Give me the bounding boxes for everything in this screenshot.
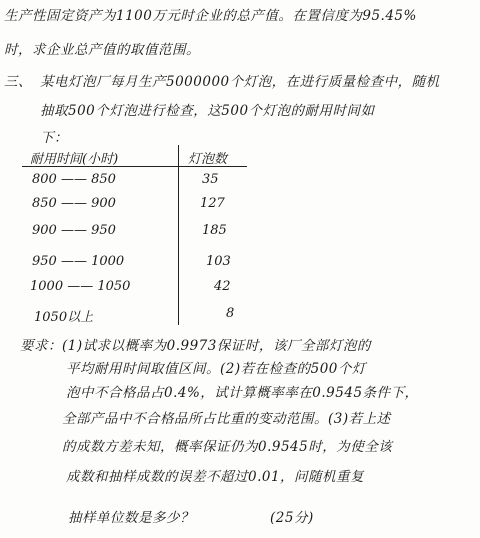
table-header-right: 灯泡数 bbox=[188, 152, 228, 167]
table-row-range: 800 —— 850 bbox=[32, 172, 116, 187]
table-row-count: 185 bbox=[202, 223, 227, 238]
table-row-range: 950 —— 1000 bbox=[32, 254, 125, 269]
requirements-line3: 泡中不合格品占0.4%，试计算概率率在0.9545条件下， bbox=[66, 385, 419, 401]
requirements-line2: 平均耐用时间取值区间。(2)若在检查的500个灯 bbox=[66, 361, 366, 377]
problem3-line2: 抽取500个灯泡进行检查，这500个灯泡的耐用时间如 bbox=[40, 103, 375, 119]
problem3-line3: 下： bbox=[40, 130, 68, 146]
table-header-left: 耐用时间(小时) bbox=[30, 152, 119, 167]
requirements-line4: 全部产品中不合格品所占比重的变动范围。(3)若上述 bbox=[62, 411, 391, 427]
score-label: (25分) bbox=[270, 510, 314, 526]
requirements-line5: 的成数方差未知，概率保证仍为0.9545时，为使全该 bbox=[62, 439, 393, 455]
table-row-count: 35 bbox=[202, 172, 219, 187]
table-row-range: 1050以上 bbox=[34, 310, 94, 325]
problem3-line1: 某电灯泡厂每月生产5000000个灯泡，在进行质量检查中，随机 bbox=[40, 74, 440, 90]
paragraph1-line1: 生产性固定资产为1100万元时企业的总产值。在置信度为95.45% bbox=[4, 8, 417, 24]
table-column-divider bbox=[178, 145, 179, 325]
table-row-range: 900 —— 950 bbox=[32, 223, 116, 238]
requirements-line6: 成数和抽样成数的误差不超过0.01，问随机重复 bbox=[66, 469, 365, 485]
requirements-line7: 抽样单位数是多少？ bbox=[68, 510, 194, 526]
table-row-range: 1000 —— 1050 bbox=[30, 279, 131, 294]
table-row-count: 127 bbox=[200, 196, 225, 211]
table-row-count: 8 bbox=[226, 306, 235, 321]
table-row-range: 850 —— 900 bbox=[32, 196, 116, 211]
table-row-count: 103 bbox=[206, 254, 231, 269]
paragraph1-line2: 时，求企业总产值的取值范围。 bbox=[4, 42, 200, 58]
requirements-line1: 要求：(1)试求以概率为0.9973保证时，该厂全部灯泡的 bbox=[20, 338, 371, 354]
problem3-number: 三、 bbox=[4, 74, 32, 90]
table-row-count: 42 bbox=[214, 279, 231, 294]
